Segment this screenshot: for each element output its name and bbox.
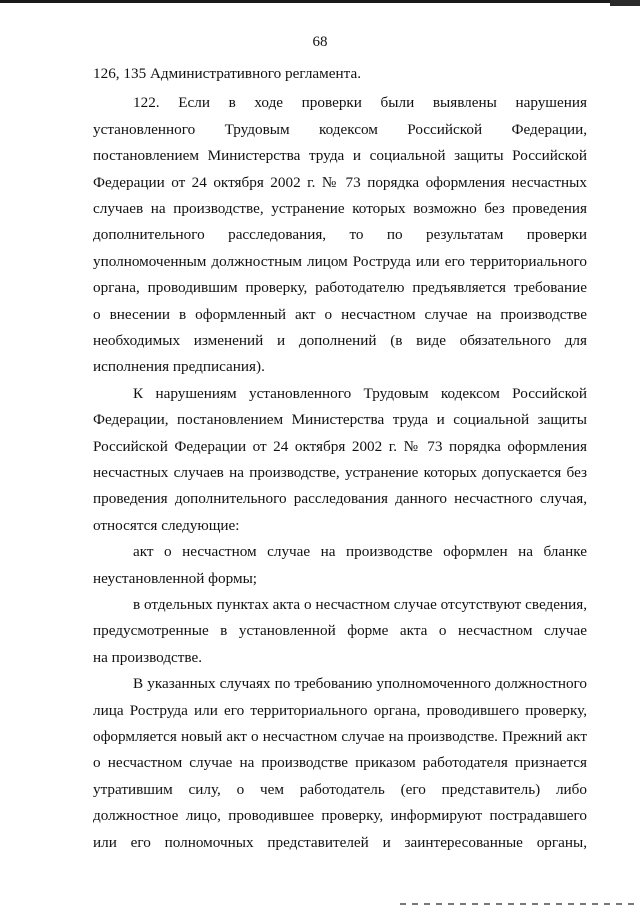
scan-border-top	[0, 0, 640, 3]
text-line: исполнения предписания).	[93, 358, 265, 375]
paragraph-122-first-line: 122. Если в ходе проверки были выявлены нарушения	[133, 94, 587, 111]
text-line: относятся следующие:	[93, 517, 240, 534]
text-line: уполномоченным должностным лицом Роструда или его территориального	[93, 253, 587, 270]
text-line: Федерации, постановлением Министерства труда и социальной защиты	[93, 411, 587, 428]
list-item-first-line: в отдельных пунктах акта о несчастном случае отсутствуют сведения,	[133, 596, 587, 613]
text-line: Российской Федерации от 24 октября 2002 г. № 73 порядка оформления	[93, 438, 587, 455]
text-line: случаев на производстве, устранение которых возможно без проведения	[93, 200, 587, 217]
paragraph-violations-first-line: К нарушениям установленного Трудовым кодексом Российской	[133, 385, 587, 402]
text-line: органа, проводившим проверку, работодателю предъявляется требование	[93, 279, 587, 296]
text-line: Федерации от 24 октября 2002 г. № 73 порядка оформления несчастных	[93, 174, 587, 191]
text-line: утратившим силу, о чем работодатель (его представитель) либо	[93, 781, 587, 798]
text-line: о внесении в оформленный акт о несчастном случае на производстве	[93, 306, 587, 323]
page-number: 68	[312, 34, 328, 50]
scan-corner-mark	[610, 0, 640, 6]
text-line: должностное лицо, проводившее проверку, информируют пострадавшего	[93, 807, 587, 824]
text-line: неустановленной формы;	[93, 570, 258, 587]
text-line: оформляется новый акт о несчастном случае на производстве. Прежний акт	[93, 728, 587, 745]
text-line: лица Роструда или его территориального органа, проводившего проверку,	[93, 702, 587, 719]
text-line: несчастных случаев на производстве, устранение которых допускается без	[93, 464, 587, 481]
paragraph-new-act-first-line: В указанных случаях по требованию уполномоченного должностного	[133, 675, 587, 692]
text-line: на производстве.	[93, 649, 203, 666]
text-line: постановлением Министерства труда и социальной защиты Российской	[93, 147, 587, 164]
text-line: установленного Трудовым кодексом Российской Федерации,	[93, 121, 587, 138]
text-line: предусмотренные в установленной форме акта о несчастном случае	[93, 622, 587, 639]
text-line: необходимых изменений и дополнений (в виде обязательного для	[93, 332, 587, 349]
text-line: о несчастном случае на производстве приказом работодателя признается	[93, 754, 587, 771]
list-item-first-line: акт о несчастном случае на производстве оформлен на бланке	[133, 543, 587, 560]
text-line: или его полномочных представителей и заинтересованные органы,	[93, 834, 587, 851]
text-line: 126, 135 Административного регламента.	[93, 65, 361, 82]
text-line: дополнительного расследования, то по результатам проверки	[93, 226, 587, 243]
text-line: проведения дополнительного расследования данного несчастного случая,	[93, 490, 587, 507]
